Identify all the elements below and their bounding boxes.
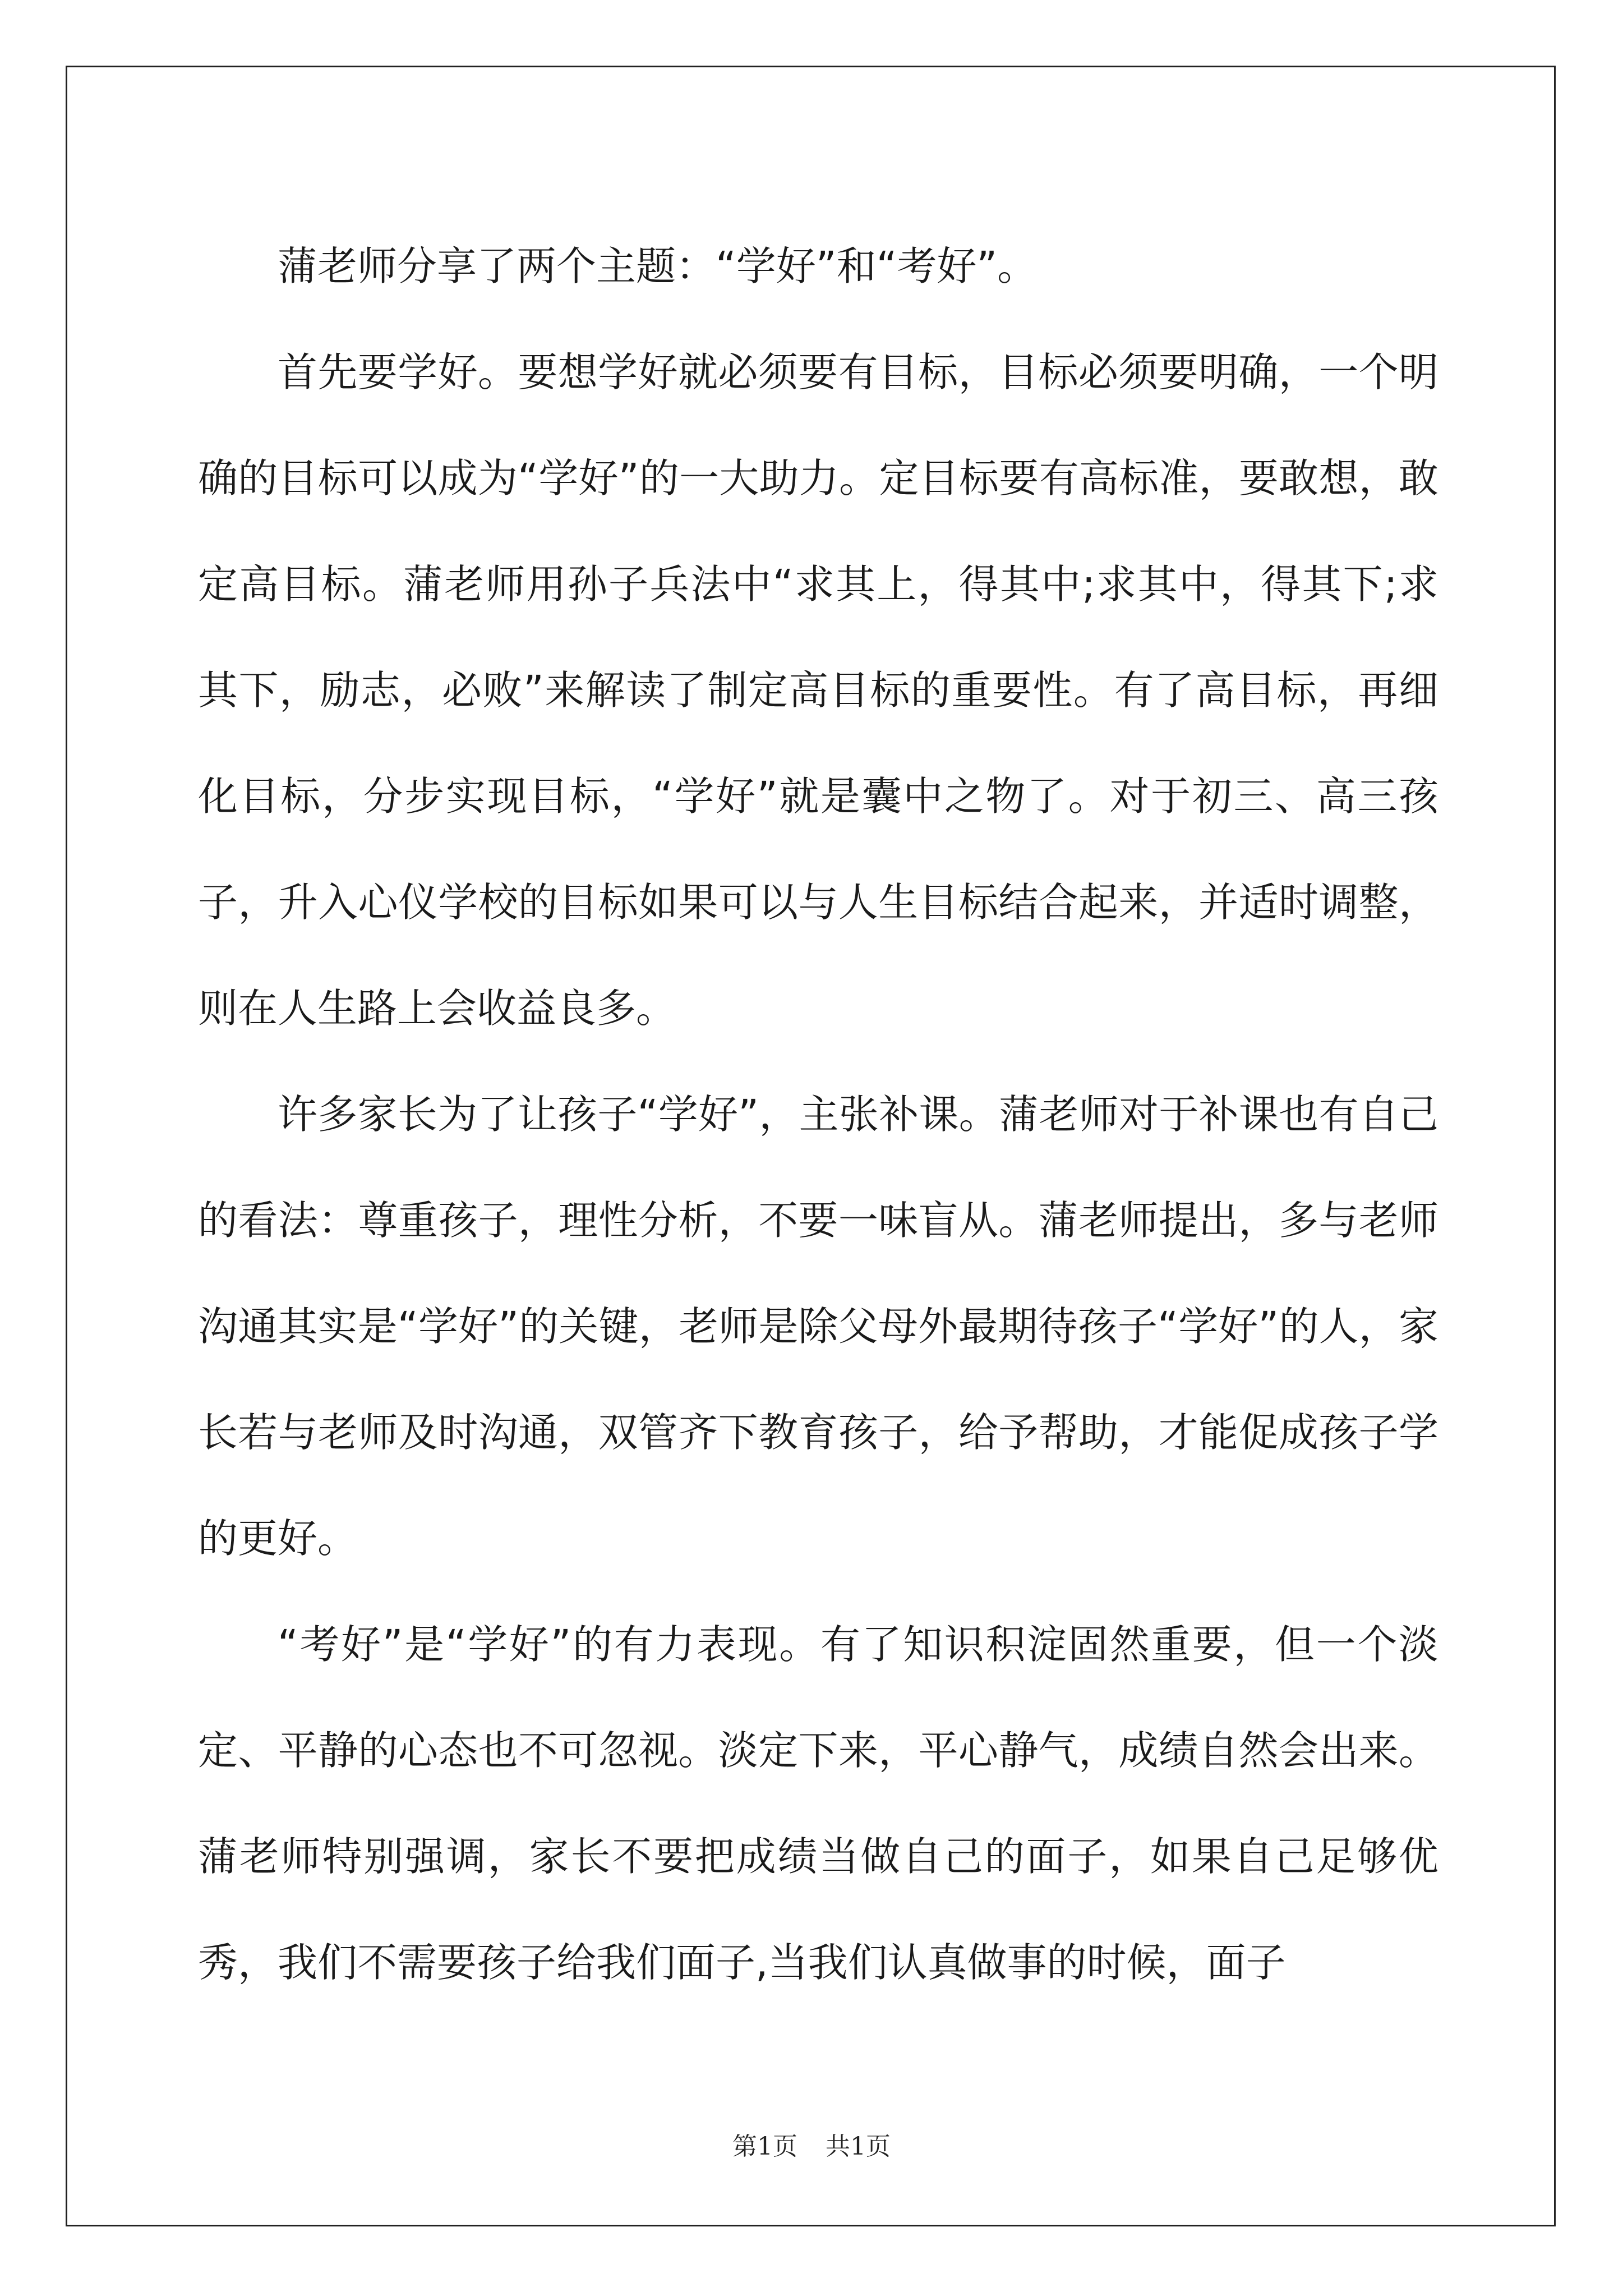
page-number: 第1页 [732, 2132, 797, 2161]
paragraph-exam-mindset: “考好”是“学好”的有力表现。有了知识积淀固然重要，但一个淡定、平静的心态也不可忽视。淡定下来，平心静气，成绩自然会出来。蒲老师特别强调，家长不要把成绩当做自己的面子，如果自己足够优秀，我们不需要孩子给我们面子,当我们认真做事的时候，面子 [198, 1621, 1438, 1986]
paragraph-study-goals: 首先要学好。要想学好就必须要有目标，目标必须要明确，一个明确的目标可以成为“学好”的一大助力。定目标要有高标准，要敢想，敢定高目标。蒲老师用孙子兵法中“求其上，得其中;求其中，得其下;求其下，励志，必败”来解读了制定高目标的重要性。有了高目标，再细化目标，分步实现目标，“学好”就是囊中之物了。对于初三、高三孩子，升入心仪学校的目标如果可以与人生目标结合起来，并适时调整，则在人生路上会收益良多。 [198, 349, 1438, 1032]
paragraph-tutoring: 许多家长为了让孩子“学好”，主张补课。蒲老师对于补课也有自己的看法：尊重孩子，理性分析，不要一味盲从。蒲老师提出，多与老师沟通其实是“学好”的关键，老师是除父母外最期待孩子“学好”的人，家长若与老师及时沟通，双管齐下教育孩子，给予帮助，才能促成孩子学的更好。 [198, 1091, 1438, 1562]
paragraph-topics: 蒲老师分享了两个主题：“学好”和“考好”。 [278, 243, 1038, 289]
page-footer [0, 2126, 1623, 2162]
page-total: 共1页 [826, 2132, 891, 2161]
document-body [198, 213, 1438, 2016]
